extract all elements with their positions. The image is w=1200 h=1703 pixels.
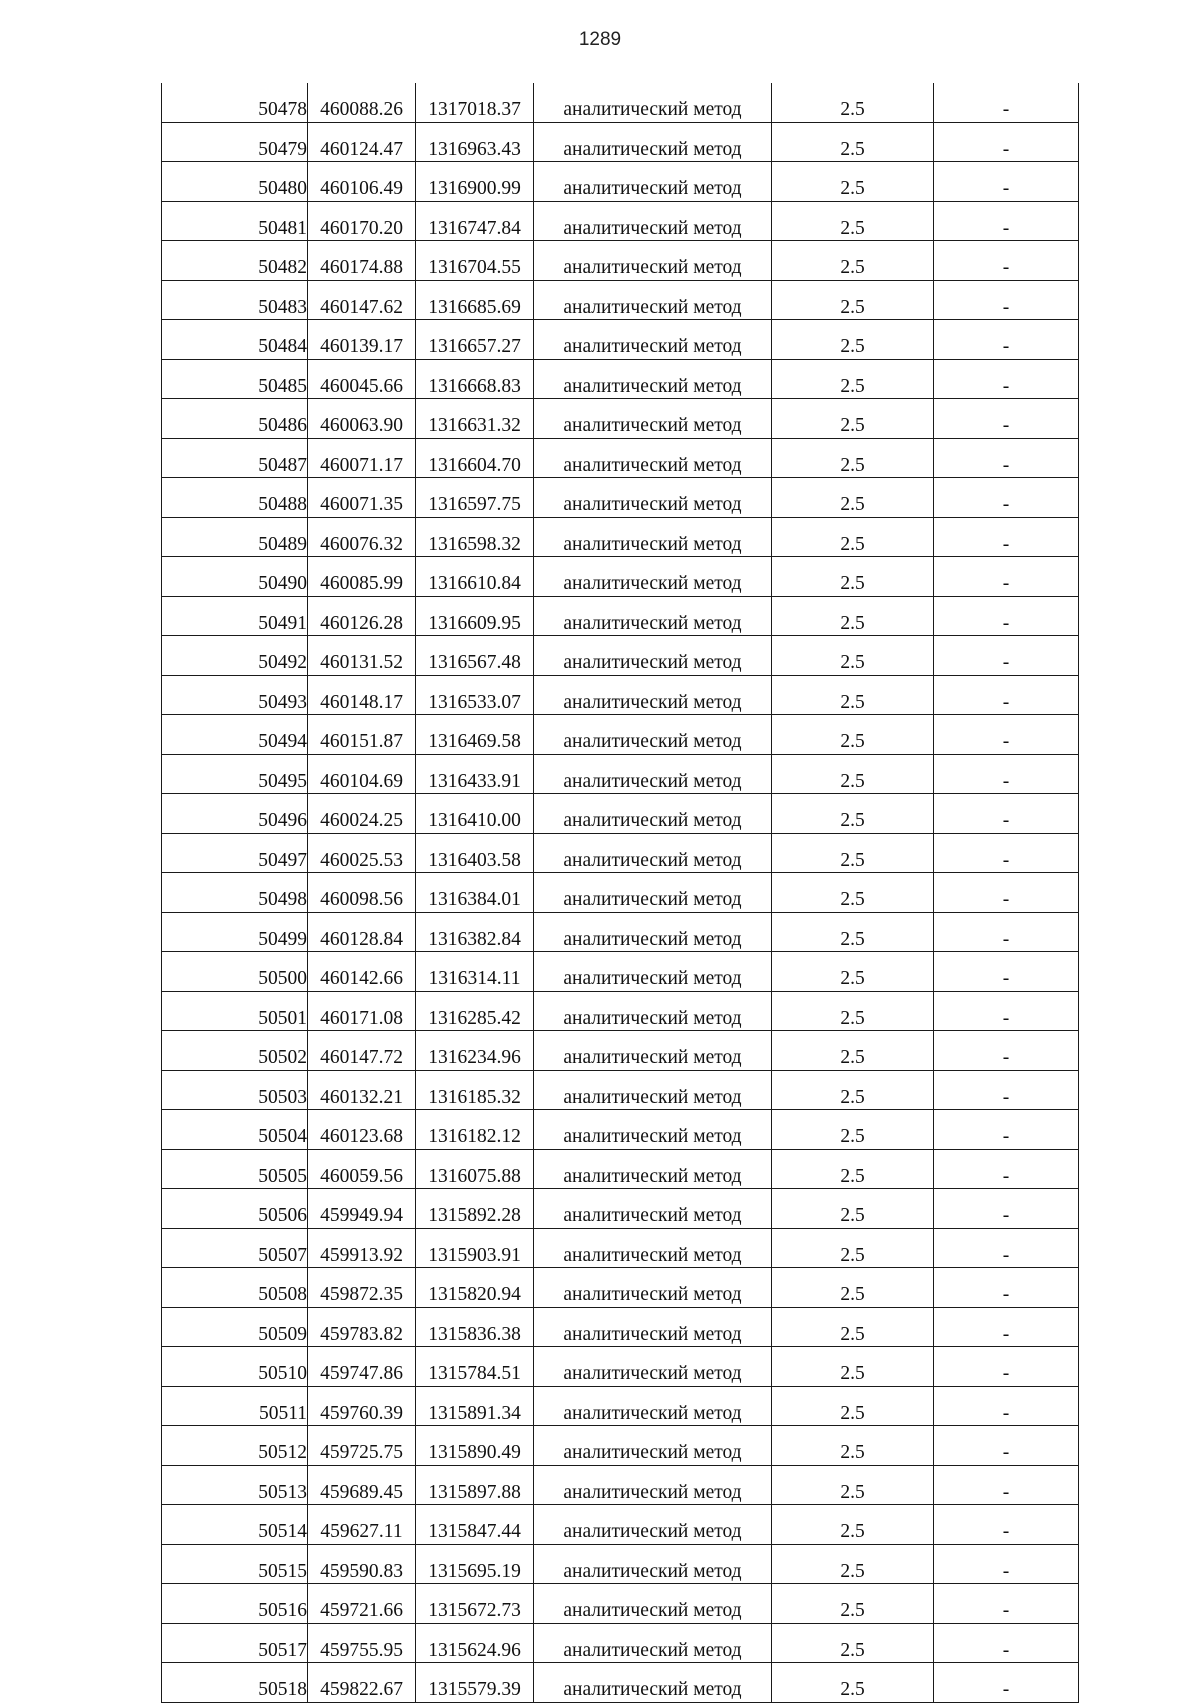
x-coordinate-cell: 459689.45 [308, 1465, 416, 1505]
method-cell: аналитический метод [534, 320, 772, 360]
y-coordinate-cell: 1316963.43 [416, 122, 534, 162]
x-coordinate-cell: 460106.49 [308, 162, 416, 202]
point-number-cell: 50497 [162, 833, 308, 873]
error-cell: 2.5 [772, 162, 934, 202]
point-number-cell: 50514 [162, 1505, 308, 1545]
x-coordinate-cell: 459721.66 [308, 1584, 416, 1624]
error-cell: 2.5 [772, 1189, 934, 1229]
y-coordinate-cell: 1316533.07 [416, 675, 534, 715]
error-cell: 2.5 [772, 1386, 934, 1426]
table-row [162, 557, 1079, 597]
point-number-cell: 50478 [162, 83, 308, 122]
point-number-cell: 50502 [162, 1031, 308, 1071]
table-row [162, 675, 1079, 715]
point-number-cell: 50491 [162, 596, 308, 636]
method-cell: аналитический метод [534, 1070, 772, 1110]
y-coordinate-cell: 1315892.28 [416, 1189, 534, 1229]
point-number-cell: 50480 [162, 162, 308, 202]
method-cell: аналитический метод [534, 557, 772, 597]
table-row [162, 754, 1079, 794]
y-coordinate-cell: 1315695.19 [416, 1544, 534, 1584]
note-cell: - [934, 1584, 1079, 1624]
table-row [162, 1228, 1079, 1268]
method-cell: аналитический метод [534, 1228, 772, 1268]
x-coordinate-cell: 460123.68 [308, 1110, 416, 1150]
x-coordinate-cell: 460071.17 [308, 438, 416, 478]
y-coordinate-cell: 1316314.11 [416, 952, 534, 992]
note-cell: - [934, 1307, 1079, 1347]
table-row [162, 517, 1079, 557]
y-coordinate-cell: 1316403.58 [416, 833, 534, 873]
y-coordinate-cell: 1315836.38 [416, 1307, 534, 1347]
method-cell: аналитический метод [534, 952, 772, 992]
point-number-cell: 50495 [162, 754, 308, 794]
table-row [162, 1189, 1079, 1229]
table-row [162, 438, 1079, 478]
error-cell: 2.5 [772, 1663, 934, 1703]
x-coordinate-cell: 460132.21 [308, 1070, 416, 1110]
point-number-cell: 50510 [162, 1347, 308, 1387]
x-coordinate-cell: 459949.94 [308, 1189, 416, 1229]
point-number-cell: 50481 [162, 201, 308, 241]
point-number-cell: 50486 [162, 399, 308, 439]
y-coordinate-cell: 1316285.42 [416, 991, 534, 1031]
x-coordinate-cell: 460170.20 [308, 201, 416, 241]
y-coordinate-cell: 1316747.84 [416, 201, 534, 241]
point-number-cell: 50508 [162, 1268, 308, 1308]
method-cell: аналитический метод [534, 1189, 772, 1229]
coordinates-table-body [162, 83, 1079, 1702]
error-cell: 2.5 [772, 1544, 934, 1584]
x-coordinate-cell: 460147.72 [308, 1031, 416, 1071]
method-cell: аналитический метод [534, 794, 772, 834]
note-cell: - [934, 1623, 1079, 1663]
note-cell: - [934, 952, 1079, 992]
method-cell: аналитический метод [534, 399, 772, 439]
table-row [162, 873, 1079, 913]
y-coordinate-cell: 1315891.34 [416, 1386, 534, 1426]
error-cell: 2.5 [772, 794, 934, 834]
error-cell: 2.5 [772, 478, 934, 518]
error-cell: 2.5 [772, 1426, 934, 1466]
error-cell: 2.5 [772, 754, 934, 794]
note-cell: - [934, 715, 1079, 755]
x-coordinate-cell: 459755.95 [308, 1623, 416, 1663]
method-cell: аналитический метод [534, 1149, 772, 1189]
note-cell: - [934, 438, 1079, 478]
point-number-cell: 50483 [162, 280, 308, 320]
y-coordinate-cell: 1316182.12 [416, 1110, 534, 1150]
point-number-cell: 50487 [162, 438, 308, 478]
y-coordinate-cell: 1316234.96 [416, 1031, 534, 1071]
note-cell: - [934, 1189, 1079, 1229]
y-coordinate-cell: 1315579.39 [416, 1663, 534, 1703]
method-cell: аналитический метод [534, 596, 772, 636]
table-row [162, 83, 1079, 122]
y-coordinate-cell: 1316900.99 [416, 162, 534, 202]
note-cell: - [934, 241, 1079, 281]
method-cell: аналитический метод [534, 122, 772, 162]
table-row [162, 399, 1079, 439]
table-row [162, 1505, 1079, 1545]
error-cell: 2.5 [772, 201, 934, 241]
x-coordinate-cell: 459590.83 [308, 1544, 416, 1584]
method-cell: аналитический метод [534, 241, 772, 281]
method-cell: аналитический метод [534, 1584, 772, 1624]
error-cell: 2.5 [772, 1623, 934, 1663]
note-cell: - [934, 1663, 1079, 1703]
point-number-cell: 50509 [162, 1307, 308, 1347]
error-cell: 2.5 [772, 122, 934, 162]
point-number-cell: 50496 [162, 794, 308, 834]
table-row [162, 952, 1079, 992]
method-cell: аналитический метод [534, 715, 772, 755]
table-row [162, 636, 1079, 676]
error-cell: 2.5 [772, 1110, 934, 1150]
error-cell: 2.5 [772, 1228, 934, 1268]
y-coordinate-cell: 1316657.27 [416, 320, 534, 360]
y-coordinate-cell: 1316384.01 [416, 873, 534, 913]
x-coordinate-cell: 460131.52 [308, 636, 416, 676]
error-cell: 2.5 [772, 952, 934, 992]
error-cell: 2.5 [772, 359, 934, 399]
method-cell: аналитический метод [534, 873, 772, 913]
note-cell: - [934, 1544, 1079, 1584]
method-cell: аналитический метод [534, 162, 772, 202]
table-row [162, 241, 1079, 281]
point-number-cell: 50484 [162, 320, 308, 360]
table-row [162, 715, 1079, 755]
x-coordinate-cell: 460139.17 [308, 320, 416, 360]
y-coordinate-cell: 1315624.96 [416, 1623, 534, 1663]
table-row [162, 1584, 1079, 1624]
error-cell: 2.5 [772, 557, 934, 597]
error-cell: 2.5 [772, 1070, 934, 1110]
method-cell: аналитический метод [534, 1386, 772, 1426]
note-cell: - [934, 991, 1079, 1031]
point-number-cell: 50488 [162, 478, 308, 518]
x-coordinate-cell: 460151.87 [308, 715, 416, 755]
error-cell: 2.5 [772, 1307, 934, 1347]
error-cell: 2.5 [772, 280, 934, 320]
note-cell: - [934, 636, 1079, 676]
error-cell: 2.5 [772, 873, 934, 913]
method-cell: аналитический метод [534, 478, 772, 518]
x-coordinate-cell: 459627.11 [308, 1505, 416, 1545]
x-coordinate-cell: 460063.90 [308, 399, 416, 439]
error-cell: 2.5 [772, 1031, 934, 1071]
note-cell: - [934, 280, 1079, 320]
point-number-cell: 50505 [162, 1149, 308, 1189]
method-cell: аналитический метод [534, 1465, 772, 1505]
point-number-cell: 50499 [162, 912, 308, 952]
error-cell: 2.5 [772, 399, 934, 439]
point-number-cell: 50501 [162, 991, 308, 1031]
x-coordinate-cell: 460142.66 [308, 952, 416, 992]
point-number-cell: 50479 [162, 122, 308, 162]
y-coordinate-cell: 1316075.88 [416, 1149, 534, 1189]
error-cell: 2.5 [772, 991, 934, 1031]
note-cell: - [934, 478, 1079, 518]
x-coordinate-cell: 460171.08 [308, 991, 416, 1031]
error-cell: 2.5 [772, 833, 934, 873]
table-row [162, 201, 1079, 241]
error-cell: 2.5 [772, 517, 934, 557]
note-cell: - [934, 1386, 1079, 1426]
table-row [162, 1465, 1079, 1505]
y-coordinate-cell: 1315903.91 [416, 1228, 534, 1268]
point-number-cell: 50482 [162, 241, 308, 281]
method-cell: аналитический метод [534, 1268, 772, 1308]
error-cell: 2.5 [772, 83, 934, 122]
note-cell: - [934, 201, 1079, 241]
x-coordinate-cell: 460098.56 [308, 873, 416, 913]
method-cell: аналитический метод [534, 636, 772, 676]
method-cell: аналитический метод [534, 1544, 772, 1584]
note-cell: - [934, 1505, 1079, 1545]
method-cell: аналитический метод [534, 201, 772, 241]
table-row [162, 359, 1079, 399]
error-cell: 2.5 [772, 912, 934, 952]
table-row [162, 794, 1079, 834]
point-number-cell: 50511 [162, 1386, 308, 1426]
x-coordinate-cell: 460076.32 [308, 517, 416, 557]
x-coordinate-cell: 460124.47 [308, 122, 416, 162]
table-row [162, 1110, 1079, 1150]
note-cell: - [934, 399, 1079, 439]
table-row [162, 162, 1079, 202]
error-cell: 2.5 [772, 438, 934, 478]
y-coordinate-cell: 1315897.88 [416, 1465, 534, 1505]
y-coordinate-cell: 1316382.84 [416, 912, 534, 952]
x-coordinate-cell: 460045.66 [308, 359, 416, 399]
point-number-cell: 50516 [162, 1584, 308, 1624]
y-coordinate-cell: 1316597.75 [416, 478, 534, 518]
point-number-cell: 50492 [162, 636, 308, 676]
table-row [162, 1307, 1079, 1347]
error-cell: 2.5 [772, 1347, 934, 1387]
table-row [162, 991, 1079, 1031]
error-cell: 2.5 [772, 636, 934, 676]
method-cell: аналитический метод [534, 1307, 772, 1347]
method-cell: аналитический метод [534, 754, 772, 794]
method-cell: аналитический метод [534, 1110, 772, 1150]
table-row [162, 1426, 1079, 1466]
method-cell: аналитический метод [534, 675, 772, 715]
y-coordinate-cell: 1316631.32 [416, 399, 534, 439]
x-coordinate-cell: 460059.56 [308, 1149, 416, 1189]
x-coordinate-cell: 460104.69 [308, 754, 416, 794]
x-coordinate-cell: 459822.67 [308, 1663, 416, 1703]
error-cell: 2.5 [772, 1584, 934, 1624]
table-row [162, 1149, 1079, 1189]
note-cell: - [934, 912, 1079, 952]
note-cell: - [934, 1426, 1079, 1466]
point-number-cell: 50517 [162, 1623, 308, 1663]
x-coordinate-cell: 460147.62 [308, 280, 416, 320]
method-cell: аналитический метод [534, 359, 772, 399]
y-coordinate-cell: 1315784.51 [416, 1347, 534, 1387]
x-coordinate-cell: 460128.84 [308, 912, 416, 952]
y-coordinate-cell: 1316610.84 [416, 557, 534, 597]
point-number-cell: 50503 [162, 1070, 308, 1110]
point-number-cell: 50504 [162, 1110, 308, 1150]
note-cell: - [934, 359, 1079, 399]
error-cell: 2.5 [772, 596, 934, 636]
point-number-cell: 50494 [162, 715, 308, 755]
x-coordinate-cell: 460174.88 [308, 241, 416, 281]
y-coordinate-cell: 1315847.44 [416, 1505, 534, 1545]
y-coordinate-cell: 1316668.83 [416, 359, 534, 399]
table-row [162, 1623, 1079, 1663]
method-cell: аналитический метод [534, 1347, 772, 1387]
page-number: 1289 [578, 29, 622, 50]
note-cell: - [934, 122, 1079, 162]
x-coordinate-cell: 460085.99 [308, 557, 416, 597]
note-cell: - [934, 1149, 1079, 1189]
note-cell: - [934, 1031, 1079, 1071]
point-number-cell: 50507 [162, 1228, 308, 1268]
y-coordinate-cell: 1317018.37 [416, 83, 534, 122]
method-cell: аналитический метод [534, 83, 772, 122]
table-row [162, 1347, 1079, 1387]
note-cell: - [934, 1110, 1079, 1150]
x-coordinate-cell: 460071.35 [308, 478, 416, 518]
y-coordinate-cell: 1316604.70 [416, 438, 534, 478]
table-row [162, 122, 1079, 162]
table-row [162, 478, 1079, 518]
point-number-cell: 50490 [162, 557, 308, 597]
method-cell: аналитический метод [534, 912, 772, 952]
table-row [162, 833, 1079, 873]
point-number-cell: 50515 [162, 1544, 308, 1584]
note-cell: - [934, 1228, 1079, 1268]
table-row [162, 1268, 1079, 1308]
method-cell: аналитический метод [534, 438, 772, 478]
error-cell: 2.5 [772, 1465, 934, 1505]
method-cell: аналитический метод [534, 517, 772, 557]
error-cell: 2.5 [772, 715, 934, 755]
x-coordinate-cell: 459783.82 [308, 1307, 416, 1347]
y-coordinate-cell: 1316469.58 [416, 715, 534, 755]
x-coordinate-cell: 459913.92 [308, 1228, 416, 1268]
y-coordinate-cell: 1315820.94 [416, 1268, 534, 1308]
table-row [162, 1663, 1079, 1703]
note-cell: - [934, 1268, 1079, 1308]
error-cell: 2.5 [772, 320, 934, 360]
method-cell: аналитический метод [534, 1663, 772, 1703]
table-row [162, 912, 1079, 952]
note-cell: - [934, 1347, 1079, 1387]
point-number-cell: 50493 [162, 675, 308, 715]
table-row [162, 280, 1079, 320]
x-coordinate-cell: 460126.28 [308, 596, 416, 636]
note-cell: - [934, 1465, 1079, 1505]
y-coordinate-cell: 1316185.32 [416, 1070, 534, 1110]
error-cell: 2.5 [772, 241, 934, 281]
x-coordinate-cell: 460024.25 [308, 794, 416, 834]
note-cell: - [934, 833, 1079, 873]
error-cell: 2.5 [772, 1505, 934, 1545]
point-number-cell: 50489 [162, 517, 308, 557]
note-cell: - [934, 517, 1079, 557]
point-number-cell: 50512 [162, 1426, 308, 1466]
method-cell: аналитический метод [534, 1031, 772, 1071]
table-row [162, 320, 1079, 360]
point-number-cell: 50500 [162, 952, 308, 992]
y-coordinate-cell: 1316598.32 [416, 517, 534, 557]
y-coordinate-cell: 1316433.91 [416, 754, 534, 794]
table-row [162, 596, 1079, 636]
point-number-cell: 50485 [162, 359, 308, 399]
note-cell: - [934, 754, 1079, 794]
note-cell: - [934, 162, 1079, 202]
y-coordinate-cell: 1316410.00 [416, 794, 534, 834]
y-coordinate-cell: 1316704.55 [416, 241, 534, 281]
coordinates-table [161, 83, 1079, 1703]
x-coordinate-cell: 459760.39 [308, 1386, 416, 1426]
method-cell: аналитический метод [534, 833, 772, 873]
note-cell: - [934, 320, 1079, 360]
note-cell: - [934, 596, 1079, 636]
method-cell: аналитический метод [534, 280, 772, 320]
note-cell: - [934, 873, 1079, 913]
note-cell: - [934, 557, 1079, 597]
error-cell: 2.5 [772, 1149, 934, 1189]
table-row [162, 1031, 1079, 1071]
y-coordinate-cell: 1315890.49 [416, 1426, 534, 1466]
table-row [162, 1386, 1079, 1426]
x-coordinate-cell: 460025.53 [308, 833, 416, 873]
method-cell: аналитический метод [534, 1505, 772, 1545]
y-coordinate-cell: 1315672.73 [416, 1584, 534, 1624]
x-coordinate-cell: 460088.26 [308, 83, 416, 122]
x-coordinate-cell: 459725.75 [308, 1426, 416, 1466]
point-number-cell: 50506 [162, 1189, 308, 1229]
note-cell: - [934, 794, 1079, 834]
method-cell: аналитический метод [534, 1623, 772, 1663]
error-cell: 2.5 [772, 675, 934, 715]
x-coordinate-cell: 459872.35 [308, 1268, 416, 1308]
table-row [162, 1544, 1079, 1584]
table-row [162, 1070, 1079, 1110]
method-cell: аналитический метод [534, 991, 772, 1031]
y-coordinate-cell: 1316685.69 [416, 280, 534, 320]
point-number-cell: 50518 [162, 1663, 308, 1703]
point-number-cell: 50513 [162, 1465, 308, 1505]
point-number-cell: 50498 [162, 873, 308, 913]
note-cell: - [934, 83, 1079, 122]
error-cell: 2.5 [772, 1268, 934, 1308]
x-coordinate-cell: 460148.17 [308, 675, 416, 715]
y-coordinate-cell: 1316609.95 [416, 596, 534, 636]
method-cell: аналитический метод [534, 1426, 772, 1466]
note-cell: - [934, 1070, 1079, 1110]
x-coordinate-cell: 459747.86 [308, 1347, 416, 1387]
note-cell: - [934, 675, 1079, 715]
y-coordinate-cell: 1316567.48 [416, 636, 534, 676]
